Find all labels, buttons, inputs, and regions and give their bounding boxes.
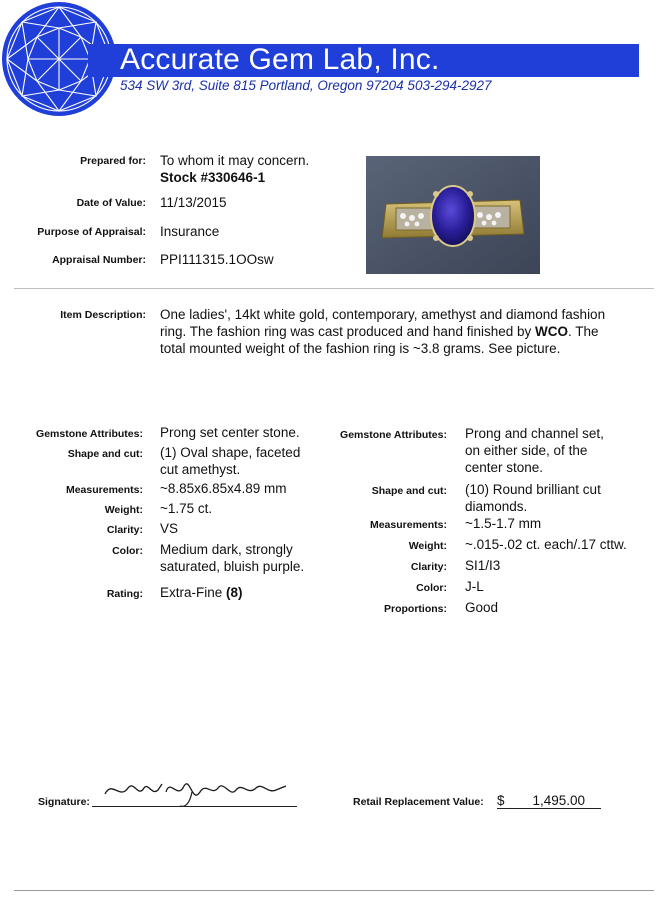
center-weight-value: ~1.75 ct. bbox=[160, 501, 213, 516]
center-color-value-1: Medium dark, strongly bbox=[160, 542, 293, 557]
section-divider bbox=[14, 288, 654, 289]
side-shape-value-1: (10) Round brilliant cut bbox=[465, 482, 601, 497]
side-clarity-value: SI1/I3 bbox=[465, 558, 501, 573]
side-weight-label: Weight: bbox=[408, 540, 447, 552]
side-shape-value-2: diamonds. bbox=[465, 499, 528, 514]
date-of-value: 11/13/2015 bbox=[160, 195, 227, 210]
center-rating-text: Extra-Fine bbox=[160, 585, 227, 600]
bottom-divider bbox=[14, 890, 654, 891]
item-description bbox=[160, 306, 620, 357]
side-attributes-value-2: on either side, of the bbox=[465, 443, 588, 458]
company-address: 534 SW 3rd, Suite 815 Portland, Oregon 97204 503-294-2927 bbox=[120, 78, 492, 93]
item-description-label: Item Description: bbox=[60, 309, 146, 321]
side-attributes-value-3: center stone. bbox=[465, 460, 544, 475]
side-color-value: J-L bbox=[465, 579, 484, 594]
side-weight-value: ~.015-.02 ct. each/.17 cttw. bbox=[465, 537, 627, 552]
side-proportions-value: Good bbox=[465, 600, 499, 615]
side-measurements-label: Measurements: bbox=[369, 519, 447, 531]
prepared-for-value: To whom it may concern. bbox=[160, 153, 310, 168]
item-description-text-2: . The total mounted weight of the fashion ring is ~3.8 grams. See picture. bbox=[160, 324, 599, 356]
center-clarity-label: Clarity: bbox=[106, 524, 143, 536]
center-rating-grade: (8) bbox=[226, 585, 243, 600]
center-shape-value-1: (1) Oval shape, faceted bbox=[160, 445, 301, 460]
date-of-value-label: Date of Value: bbox=[76, 197, 146, 209]
ring-photo bbox=[366, 156, 540, 274]
center-shape-label: Shape and cut: bbox=[67, 448, 143, 460]
signature-line bbox=[92, 806, 297, 807]
retail-value-amount: 1,495.00 bbox=[532, 793, 586, 808]
handwritten-signature bbox=[100, 770, 300, 810]
center-color-value-2: saturated, bluish purple. bbox=[160, 559, 305, 574]
center-attributes-label: Gemstone Attributes: bbox=[36, 428, 143, 440]
side-clarity-label: Clarity: bbox=[410, 561, 447, 573]
side-shape-label: Shape and cut: bbox=[371, 485, 447, 497]
appraisal-number: PPI111315.1OOsw bbox=[160, 252, 274, 267]
side-measurements-value: ~1.5-1.7 mm bbox=[465, 516, 542, 531]
center-measurements-label: Measurements: bbox=[65, 484, 143, 496]
center-measurements-value: ~8.85x6.85x4.89 mm bbox=[160, 481, 287, 496]
purpose-label: Purpose of Appraisal: bbox=[37, 226, 146, 238]
center-rating-value bbox=[160, 584, 243, 601]
item-description-text-1: One ladies', 14kt white gold, contemporary, amethyst and diamond fashion ring. The fashion ring was cast produced and hand finished by bbox=[160, 307, 606, 339]
side-attributes-value-1: Prong and channel set, bbox=[465, 426, 604, 441]
currency-symbol: $ bbox=[497, 793, 505, 808]
side-proportions-label: Proportions: bbox=[384, 603, 447, 615]
purpose-value: Insurance bbox=[160, 224, 220, 239]
company-name: Accurate Gem Lab, Inc. bbox=[120, 43, 440, 76]
appraisal-number-label: Appraisal Number: bbox=[52, 254, 146, 266]
center-color-label: Color: bbox=[112, 545, 143, 557]
center-clarity-value: VS bbox=[160, 521, 179, 536]
center-rating-label: Rating: bbox=[106, 588, 143, 600]
prepared-for-label: Prepared for: bbox=[80, 155, 146, 167]
retail-value bbox=[497, 793, 585, 808]
center-shape-value-2: cut amethyst. bbox=[160, 462, 241, 477]
signature-label: Signature: bbox=[38, 796, 90, 808]
side-attributes-label: Gemstone Attributes: bbox=[340, 429, 447, 441]
stock-number: Stock #330646-1 bbox=[160, 170, 266, 185]
retail-value-label: Retail Replacement Value: bbox=[353, 796, 484, 808]
side-color-label: Color: bbox=[416, 582, 447, 594]
retail-value-line bbox=[497, 808, 601, 809]
item-description-maker: WCO bbox=[535, 324, 568, 339]
center-weight-label: Weight: bbox=[104, 504, 143, 516]
center-attributes-value: Prong set center stone. bbox=[160, 425, 300, 440]
